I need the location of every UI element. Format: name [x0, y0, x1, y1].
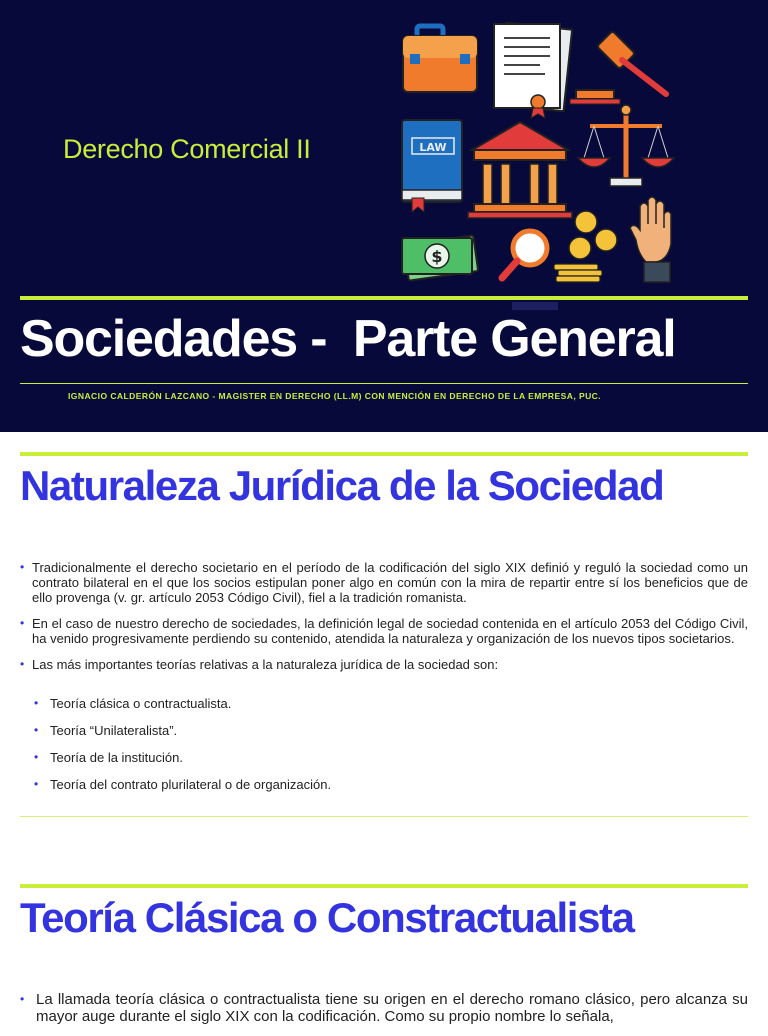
banknote-icon: [402, 235, 478, 280]
scales-icon: [578, 105, 674, 186]
section1-top-rule: [20, 452, 748, 456]
section1-paragraph-1: • Tradicionalmente el derecho societario en el período de la codificación del siglo XIX definió y reguló la sociedad como un contrato bilateral en el que los socios estipulan poner algo en común con la mira de repartir entre sí los beneficios que de ello provenga (v. gr. artículo 2053 Código Civil), fiel a la tradición romanista.: [20, 560, 748, 605]
section2-paragraph-1: • La llamada teoría clásica o contractualista tiene su origen en el derecho romano clásico, pero alcanza su mayor auge durante el siglo XIX con la codificación. Como su propio nombre lo señala,: [20, 991, 748, 1025]
section2-heading: Teoría Clásica o Constractualista: [20, 894, 634, 941]
courthouse-icon: [468, 122, 572, 218]
coins-icon: [554, 211, 617, 282]
theory-item-2: • Teoría “Unilateralista”.: [20, 723, 748, 738]
section1-paragraph-3: [20, 657, 748, 672]
cover-slide: [0, 0, 768, 432]
theory-item-4: • Teoría del contrato plurilateral o de organización.: [20, 777, 748, 792]
section2-bullets: [20, 991, 748, 1036]
author-line: IGNACIO CALDERÓN LAZCANO - MAGISTER EN DERECHO (LL.M) CON MENCIÓN EN DERECHO DE LA EMPRESA, PUC.: [68, 391, 602, 401]
svg-text:$: $: [431, 247, 443, 266]
certificate-icon: [494, 23, 572, 118]
section1-bullets: [20, 560, 748, 683]
cover-title: Sociedades - Parte General: [20, 310, 676, 368]
raised-hand-icon: [630, 197, 671, 282]
magnifier-icon: [502, 231, 547, 278]
theories-list: [20, 696, 748, 804]
section1-bottom-rule: [20, 816, 748, 817]
section1-paragraph-3-text: Las más importantes teorías relativas a la naturaleza jurídica de la sociedad son:: [32, 657, 499, 672]
section1-paragraph-2: • En el caso de nuestro derecho de sociedades, la definición legal de sociedad contenida en el artículo 2053 del Código Civil, ha venido progresivamente perdiendo su contenido, atendida la naturaleza y organización de los nuevos tipos societarios.: [20, 616, 748, 646]
cover-bottom-rule: [20, 383, 748, 384]
section1-heading: Naturaleza Jurídica de la Sociedad: [20, 462, 664, 509]
law-icons-cluster: [390, 14, 690, 286]
section2-top-rule: [20, 884, 748, 888]
briefcase-icon: [403, 26, 477, 92]
gavel-icon: [570, 31, 666, 104]
law-book-icon: [402, 120, 462, 212]
course-name: Derecho Comercial II: [63, 134, 311, 164]
cover-top-rule: [20, 296, 748, 300]
theory-item-1: • Teoría clásica o contractualista.: [20, 696, 748, 711]
svg-text:LAW: LAW: [419, 141, 447, 154]
theory-item-3: • Teoría de la institución.: [20, 750, 748, 765]
